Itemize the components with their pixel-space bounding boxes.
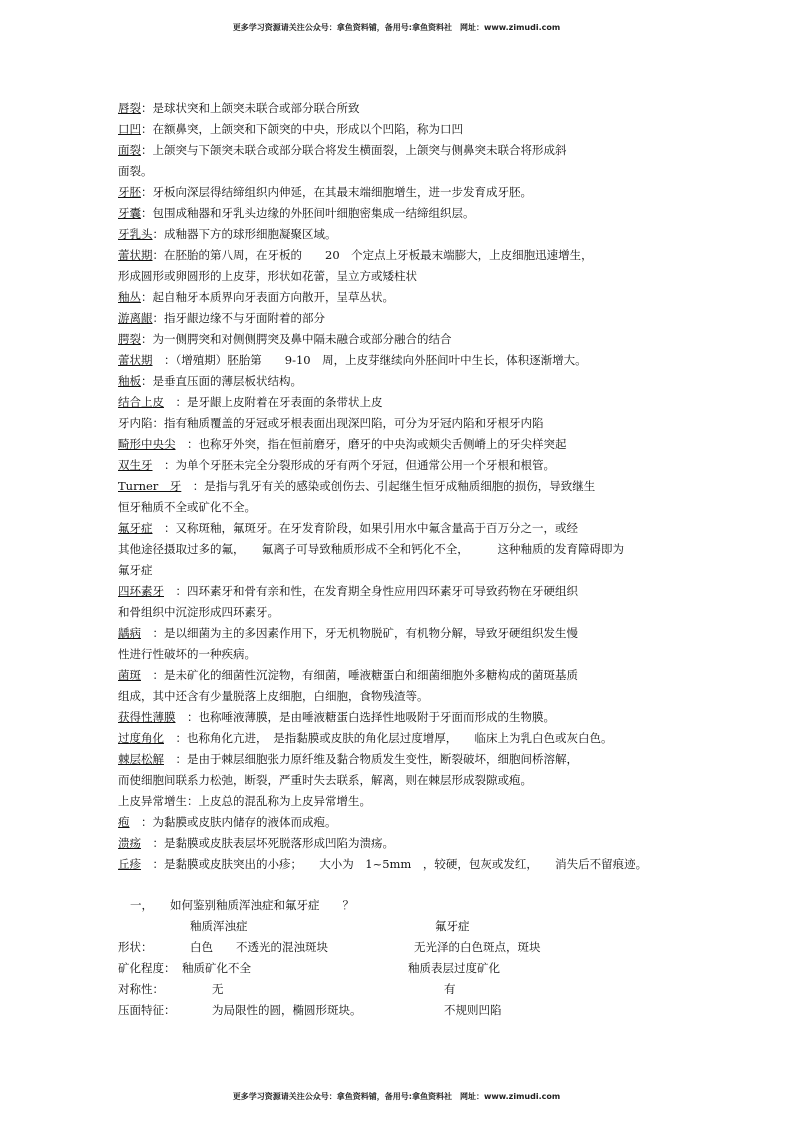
definition-line — [118, 497, 678, 518]
col2-value: 不规则凹陷 — [444, 1003, 502, 1017]
definition-separator: ： — [141, 122, 153, 136]
definition-separator: ： — [175, 710, 199, 724]
definition-text: 起自釉牙本质界向牙表面方向散开，呈草丛状。 — [152, 290, 394, 304]
definition-separator: ： — [164, 584, 187, 598]
document-body — [118, 98, 678, 1021]
definition-separator: ： — [141, 290, 153, 304]
definition-line — [118, 770, 678, 791]
definition-text: 形成圆形或卵圆形的上皮芽，形状如花蕾，呈立方或矮柱状 — [118, 269, 417, 283]
definition-line — [118, 749, 678, 770]
col2-header: 氟牙症 — [435, 919, 470, 933]
definition-line — [118, 518, 678, 539]
definition-separator: ： — [141, 626, 164, 640]
question-text: 如何鉴别釉质浑浊症和氟牙症 ？ — [170, 898, 354, 912]
definition-term: 溃疡 — [118, 836, 141, 850]
definition-separator: ： — [141, 185, 153, 199]
definition-text: 是指与乳牙有关的感染或创伤去、引起继生恒牙成釉质细胞的损伤，导致继生 — [204, 479, 596, 493]
definition-list — [118, 98, 678, 875]
definition-line — [118, 161, 678, 182]
comparison-table — [118, 916, 678, 1021]
definition-text: 和骨组织中沉淀形成四环素牙。 — [118, 605, 279, 619]
definition-term: 牙囊 — [118, 206, 141, 220]
definition-term: 疱 — [118, 815, 130, 829]
definition-separator: ： — [175, 437, 199, 451]
definition-text: 是以细菌为主的多因素作用下，牙无机物脱矿，有机物分解，导致牙硬组织发生慢 — [164, 626, 578, 640]
definition-text: 是由于棘层细胞张力原纤维及黏合物质发生变性，断裂破坏，细胞间桥溶解， — [187, 752, 578, 766]
definition-line — [118, 98, 678, 119]
definition-text: 牙内陷：指有釉质覆盖的牙冠或牙根表面出现深凹陷，可分为牙冠内陷和牙根牙内陷 — [118, 416, 544, 430]
definition-line — [118, 140, 678, 161]
definition-text: 是牙龈上皮附着在牙表面的条带状上皮 — [187, 395, 383, 409]
definition-term: 四环素牙 — [118, 584, 164, 598]
definition-text: 为一侧腭突和对侧侧腭突及鼻中隔未融合或部分融合的结合 — [152, 332, 452, 346]
col1-value: 为局限性的圆，椭圆形斑块。 — [212, 1003, 362, 1017]
definition-line — [118, 287, 678, 308]
definition-separator: ： — [141, 332, 153, 346]
definition-separator: ： — [152, 311, 164, 325]
definition-term: 棘层松解 — [118, 752, 164, 766]
definition-line — [118, 203, 678, 224]
question-number: 一， — [130, 898, 153, 912]
definition-text: 上颌突与下颌突未联合或部分联合将发生横面裂，上颌突与侧鼻突未联合将形成斜 — [152, 143, 567, 157]
definition-term: 畸形中央尖 — [118, 437, 176, 451]
definition-separator: ： — [152, 521, 176, 535]
definition-separator: ： — [164, 752, 187, 766]
definition-term: 游离龈 — [118, 311, 153, 325]
definition-term: 蕾状期 — [118, 353, 153, 367]
definition-separator: ： — [141, 143, 153, 157]
definition-term: 釉丛 — [118, 290, 141, 304]
definition-text: 在额鼻突，上颌突和下颌突的中央，形成以个凹陷，称为口凹 — [152, 122, 463, 136]
definition-separator: ： — [164, 731, 187, 745]
definition-term: 腭裂 — [118, 332, 141, 346]
definition-term: 龋病 — [118, 626, 141, 640]
row-label: 压面特征： — [118, 1003, 176, 1017]
definition-line — [118, 266, 678, 287]
definition-term: 过度角化 — [118, 731, 164, 745]
col1-value: 无 — [212, 982, 224, 996]
col2-value: 釉质表层过度矿化 — [408, 961, 500, 975]
row-label: 对称性： — [118, 982, 164, 996]
definition-line — [118, 623, 678, 644]
definition-line — [118, 854, 678, 875]
definition-text: （增殖期）胚胎第 9-10 周，上皮芽继续向外胚间叶中生长，体积逐渐增大。 — [175, 353, 587, 367]
definition-text: 是球状突和上颌突未联合或部分联合所致 — [152, 101, 360, 115]
definition-separator: ： — [152, 353, 176, 367]
definition-term: Turner 牙 — [118, 479, 182, 493]
definition-separator: ： — [141, 857, 164, 871]
definition-separator: ： — [152, 248, 164, 262]
definition-line — [118, 182, 678, 203]
col2-value: 有 — [444, 982, 456, 996]
definition-term: 获得性薄膜 — [118, 710, 176, 724]
definition-line — [118, 560, 678, 581]
definition-line — [118, 308, 678, 329]
definition-separator: ： — [152, 458, 176, 472]
definition-text: 为单个牙胚未完全分裂形成的牙有两个牙冠，但通常公用一个牙根和根管。 — [175, 458, 555, 472]
definition-line — [118, 455, 678, 476]
comparison-header-row — [118, 916, 678, 937]
comparison-row — [118, 1000, 678, 1021]
definition-separator: ： — [129, 815, 153, 829]
col1-value: 白色 不透光的混浊斑块 — [190, 940, 328, 954]
definition-line — [118, 476, 678, 497]
definition-text: 面裂。 — [118, 164, 153, 178]
definition-text: 而使细胞间联系力松弛，断裂，严重时失去联系，解离，则在棘层形成裂隙或疱。 — [118, 773, 532, 787]
definition-line — [118, 602, 678, 623]
definition-text: 组成，其中还含有少量脱落上皮细胞，白细胞，食物残渣等。 — [118, 689, 429, 703]
definition-text: 牙板向深层得结缔组织内伸延，在其最末端细胞增生，进一步发育成牙胚。 — [152, 185, 532, 199]
definition-text: 也称唾液薄膜，是由唾液糖蛋白选择性地吸附于牙面而形成的生物膜。 — [198, 710, 555, 724]
definition-term: 釉板 — [118, 374, 141, 388]
definition-line — [118, 245, 678, 266]
definition-separator: ： — [141, 206, 153, 220]
definition-line — [118, 350, 678, 371]
definition-line — [118, 392, 678, 413]
definition-text: 指牙龈边缘不与牙面附着的部分 — [164, 311, 325, 325]
comparison-row — [118, 979, 678, 1000]
definition-separator: ： — [141, 374, 153, 388]
definition-term: 双生牙 — [118, 458, 153, 472]
definition-separator: ： — [141, 668, 164, 682]
definition-line — [118, 539, 678, 560]
row-label: 形状： — [118, 940, 153, 954]
definition-text: 也称牙外突，指在恒前磨牙，磨牙的中央沟或颊尖舌侧嵴上的牙尖样突起 — [198, 437, 567, 451]
question-line — [118, 895, 678, 916]
definition-separator: ： — [164, 395, 187, 409]
definition-line — [118, 812, 678, 833]
definition-term: 氟牙症 — [118, 521, 153, 535]
col2-value: 无光泽的白色斑点，斑块 — [414, 940, 541, 954]
definition-term: 面裂 — [118, 143, 141, 157]
definition-term: 菌斑 — [118, 668, 141, 682]
definition-line — [118, 371, 678, 392]
comparison-row — [118, 958, 678, 979]
definition-term: 牙乳头 — [118, 227, 153, 241]
definition-text: 上皮异常增生：上皮总的混乱称为上皮异常增生。 — [118, 794, 371, 808]
definition-line — [118, 833, 678, 854]
definition-separator: ： — [141, 101, 153, 115]
definition-line — [118, 707, 678, 728]
definition-term: 蕾状期 — [118, 248, 153, 262]
col1-header: 釉质浑浊症 — [190, 919, 248, 933]
definition-line — [118, 413, 678, 434]
comparison-row — [118, 937, 678, 958]
definition-line — [118, 224, 678, 245]
definition-text: 也称角化亢进， 是指黏膜或皮肤的角化层过度增厚， 临床上为乳白色或灰白色。 — [187, 731, 613, 745]
definition-text: 为黏膜或皮肤内储存的液体而成疱。 — [152, 815, 337, 829]
col1-value: 釉质矿化不全 — [182, 961, 251, 975]
definition-line — [118, 665, 678, 686]
footer-banner: 更多学习资源请关注公众号：拿鱼资料铺，备用号:拿鱼资料社 网址：www.zimudi.com — [232, 1092, 561, 1101]
definition-text: 其他途径摄取过多的氟， 氟离子可导致釉质形成不全和钙化不全， 这种釉质的发育障碍即为 — [118, 542, 624, 556]
definition-text: 是垂直压面的薄层板状结构。 — [152, 374, 302, 388]
definition-text: 是黏膜或皮肤突出的小疹； 大小为 1~5mm ，较硬，包灰或发红， 消失后不留痕迹。 — [164, 857, 648, 871]
row-label: 矿化程度： — [118, 961, 176, 975]
definition-term: 口凹 — [118, 122, 141, 136]
header-banner: 更多学习资源请关注公众号：拿鱼资料铺，备用号:拿鱼资料社 网址：www.zimudi.com — [232, 23, 561, 32]
definition-line — [118, 581, 678, 602]
definition-separator: ： — [152, 227, 164, 241]
definition-text: 四环素牙和骨有亲和性，在发育期全身性应用四环素牙可导致药物在牙硬组织 — [187, 584, 578, 598]
definition-term: 唇裂 — [118, 101, 141, 115]
definition-line — [118, 434, 678, 455]
definition-line — [118, 644, 678, 665]
definition-term: 结合上皮 — [118, 395, 164, 409]
definition-text: 又称斑釉，氟斑牙。在牙发育阶段，如果引用水中氟含量高于百万分之一，或经 — [175, 521, 578, 535]
definition-text: 成釉器下方的球形细胞凝聚区域。 — [164, 227, 337, 241]
definition-term: 丘疹 — [118, 857, 141, 871]
definition-text: 是黏膜或皮肤表层坏死脱落形成凹陷为溃疡。 — [164, 836, 394, 850]
definition-line — [118, 119, 678, 140]
definition-line — [118, 728, 678, 749]
definition-separator: ： — [141, 836, 164, 850]
definition-text: 是未矿化的细菌性沉淀物，有细菌，唾液糖蛋白和细菌细胞外多糖构成的菌斑基质 — [164, 668, 578, 682]
definition-text: 恒牙釉质不全或矿化不全。 — [118, 500, 256, 514]
definition-line — [118, 791, 678, 812]
definition-text: 氟牙症 — [118, 563, 153, 577]
definition-text: 包围成釉器和牙乳头边缘的外胚间叶细胞密集成一结缔组织层。 — [152, 206, 475, 220]
definition-separator: ： — [181, 479, 205, 493]
definition-line — [118, 329, 678, 350]
definition-text: 性进行性破坏的一种疾病。 — [118, 647, 256, 661]
definition-term: 牙胚 — [118, 185, 141, 199]
definition-text: 在胚胎的第八周，在牙板的 20 个定点上牙板最末端膨大，上皮细胞迅速增生， — [164, 248, 593, 262]
definition-line — [118, 686, 678, 707]
